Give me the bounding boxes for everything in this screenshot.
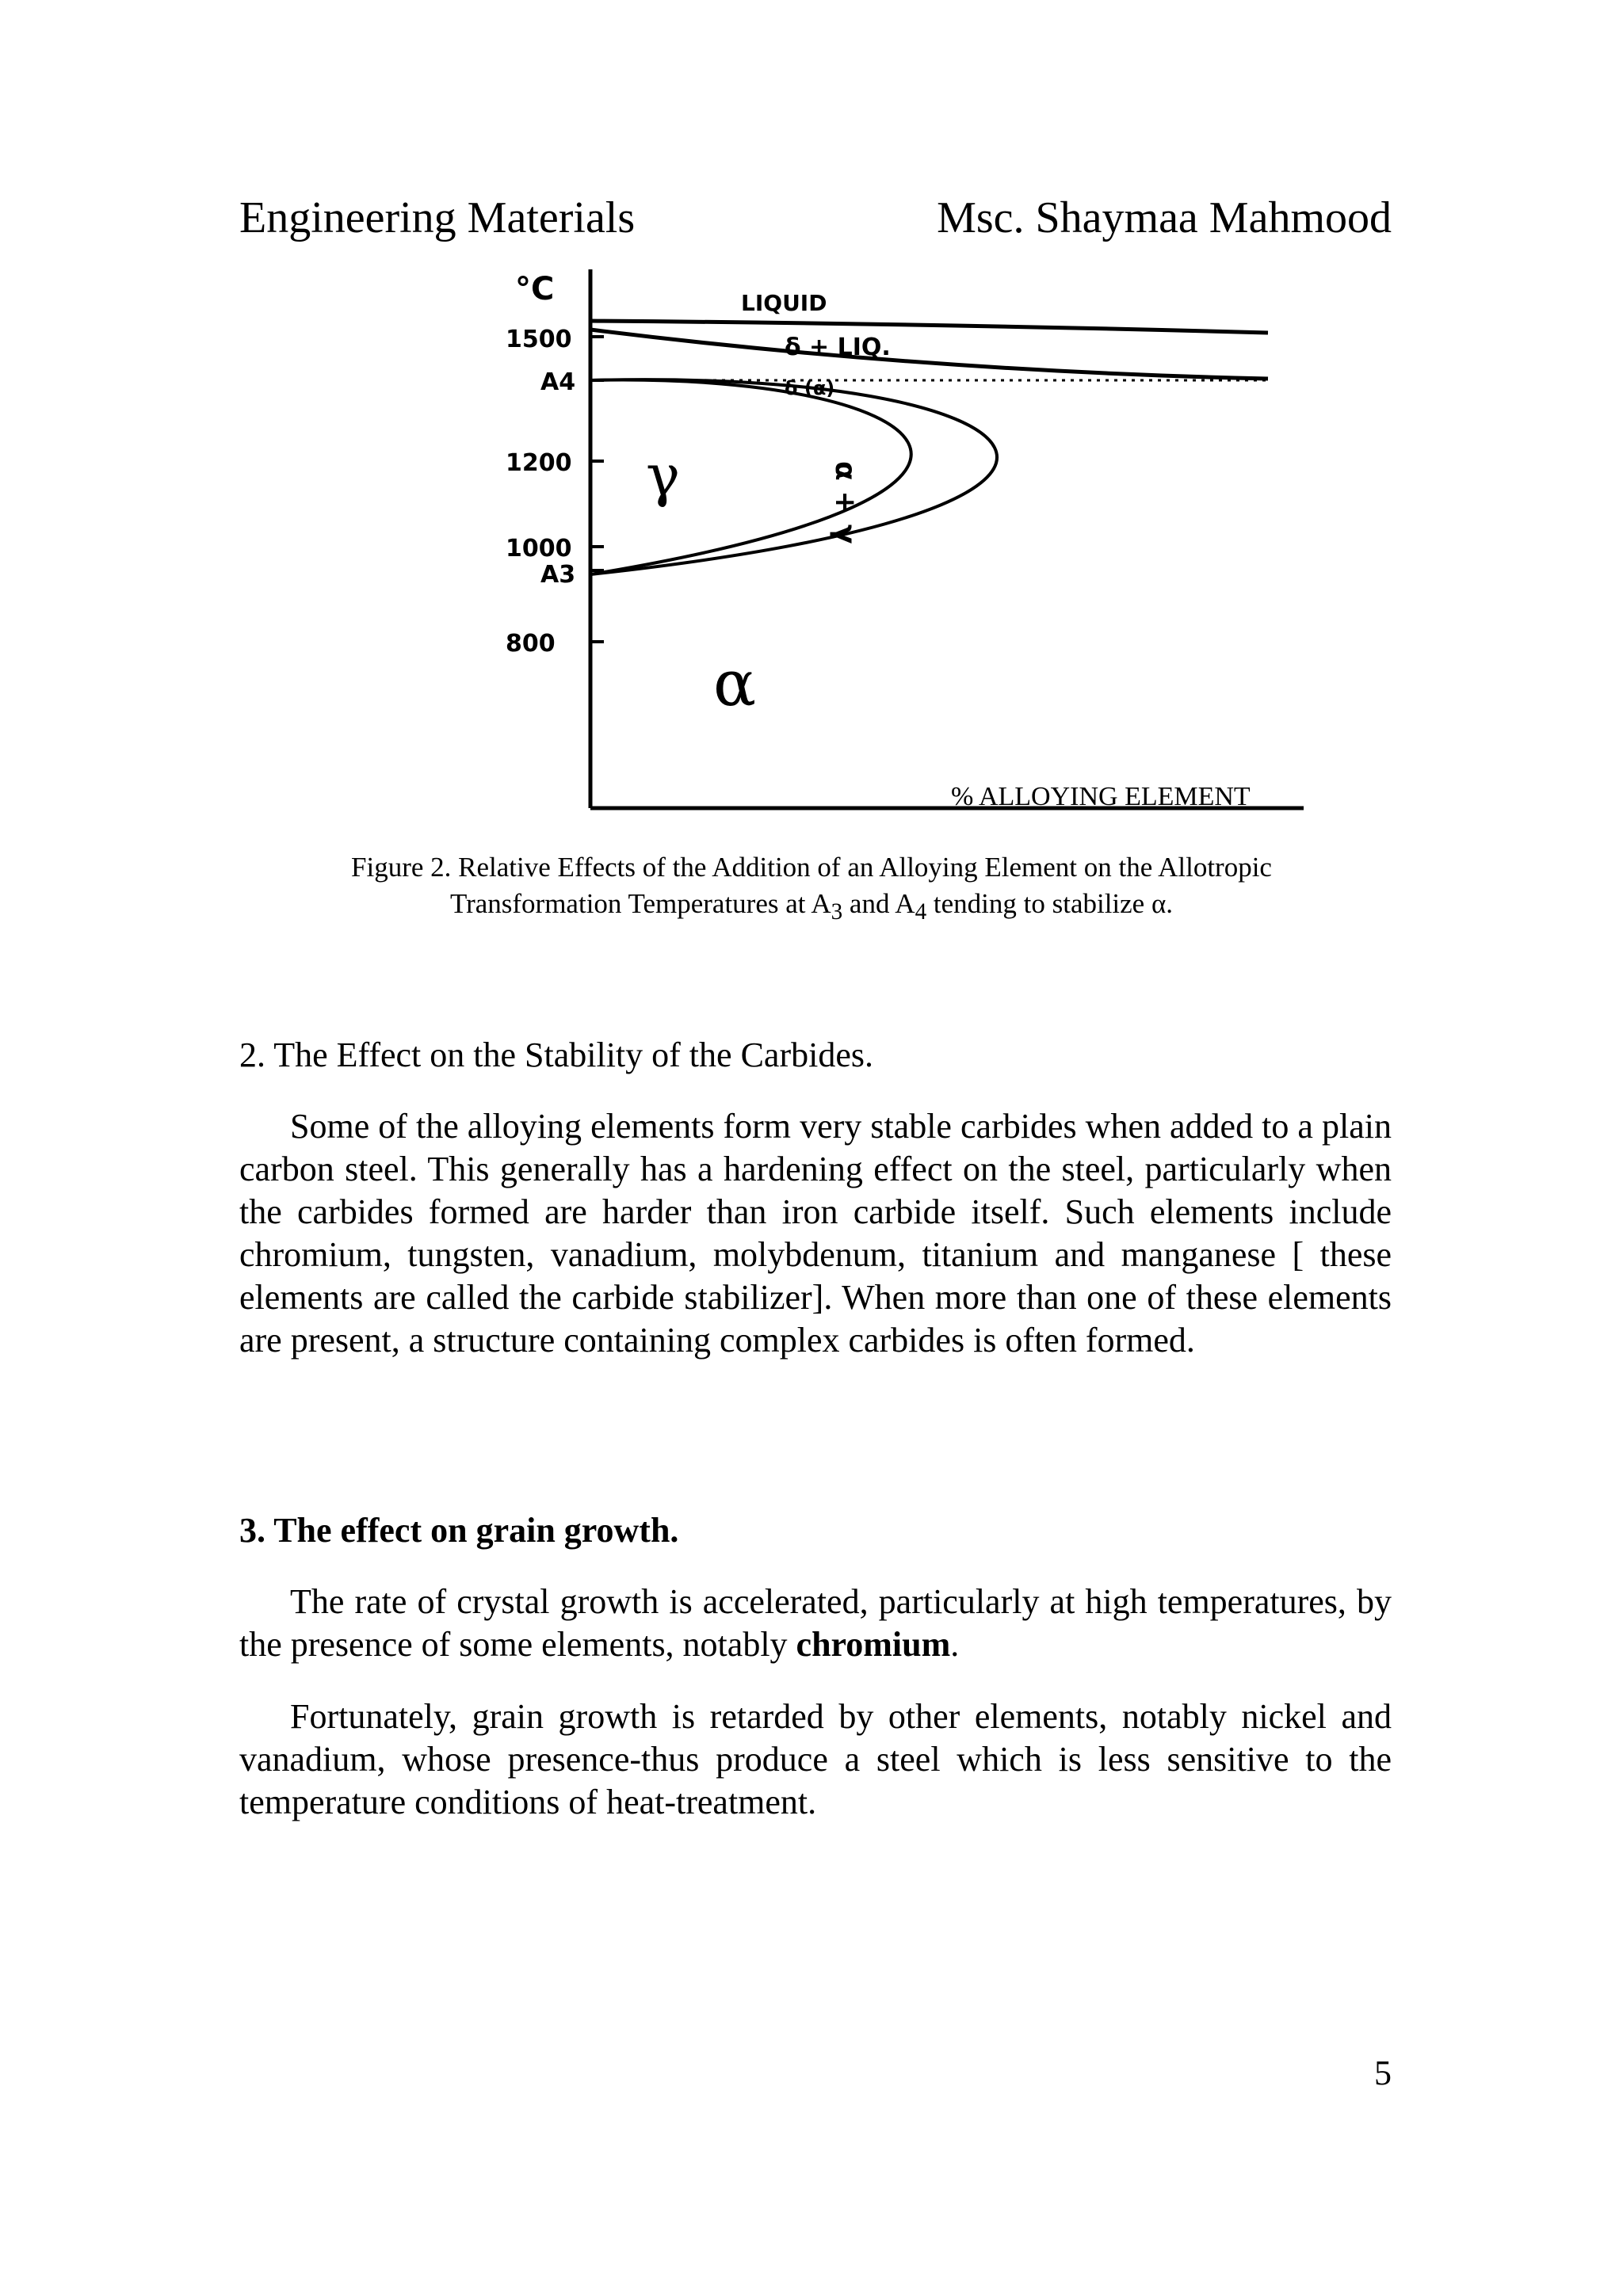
x-axis-label: % ALLOYING ELEMENT — [951, 782, 1251, 811]
bold-chromium: chromium — [796, 1625, 951, 1664]
section-3-paragraph-1 — [239, 1581, 1392, 1666]
tick-label-a4: A4 — [540, 368, 576, 396]
solidus-line — [590, 330, 1268, 379]
header-author: Msc. Shaymaa Mahmood — [937, 193, 1392, 242]
region-alpha-gamma: α + γ — [829, 461, 861, 544]
tick-label-1000: 1000 — [506, 535, 572, 563]
tick-label-a3: A3 — [540, 561, 576, 589]
figure-caption-line1: Figure 2. Relative Effects of the Addition of an Alloying Element on the Allotropic — [351, 852, 1272, 883]
phase-diagram — [475, 254, 1308, 824]
region-gamma: γ — [646, 442, 681, 509]
region-alpha: α — [713, 646, 757, 720]
figure-caption-line2 — [0, 886, 1623, 930]
section-2-heading: 2. The Effect on the Stability of the Carbides. — [239, 1035, 873, 1074]
caption-text-mid: and A — [842, 888, 915, 919]
paragraph-text-end: . — [950, 1625, 960, 1664]
region-delta-liq: δ + LIQ. — [785, 334, 891, 361]
section-3-paragraph-2: Fortunately, grain growth is retarded by other elements, notably nickel and vanadium, whose presence-thus produce a steel which is less sensitive to the temperature conditions of heat-treatment. — [239, 1697, 1392, 1821]
region-delta-alpha: δ (α) — [785, 377, 835, 399]
page-number: 5 — [1374, 2054, 1392, 2092]
tick-label-1500: 1500 — [506, 326, 572, 353]
unit-label: °C — [515, 271, 555, 307]
caption-a3-subscript: 3 — [831, 899, 843, 925]
phase-diagram-figure — [475, 254, 1308, 824]
header-title: Engineering Materials — [239, 193, 636, 242]
liquidus-line — [590, 321, 1268, 333]
gamma-loop-inner — [590, 380, 911, 574]
section-2-paragraph: Some of the alloying elements form very stable carbides when added to a plain carbon steel. This generally has a hardening effect on the steel, particularly when the carbides formed are harder than iron carbide itself. Such elements include chromium, tungsten, vanadium, molybdenum, titanium and manganese [ these elements are called the carbide stabilizer]. When more than one of these elements are present, a structure containing complex carbides is often formed. — [239, 1107, 1392, 1360]
caption-a4-subscript: 4 — [915, 899, 927, 925]
paragraph-text: The rate of crystal growth is accelerated, particularly at high temperatures, by the presence of some elements, notably — [239, 1582, 1392, 1664]
section-3-heading: 3. The effect on grain growth. — [239, 1511, 679, 1550]
region-liquid: LIQUID — [741, 290, 827, 316]
caption-text-pre: Transformation Temperatures at A — [449, 888, 831, 919]
tick-label-1200: 1200 — [506, 449, 572, 477]
caption-text-post: tending to stabilize α. — [926, 888, 1174, 919]
tick-label-800: 800 — [506, 630, 556, 658]
